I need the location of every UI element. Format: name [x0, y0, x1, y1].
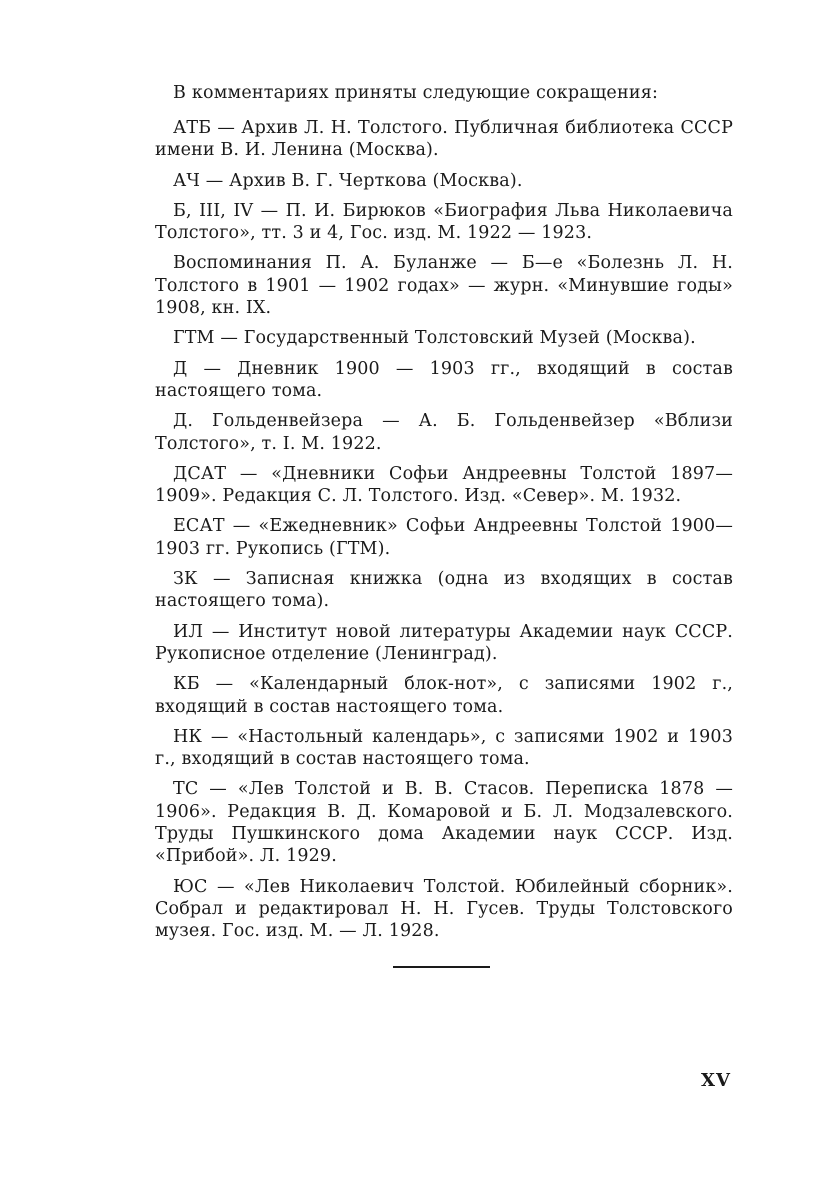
abbreviation-entry-il: ИЛ — Институт новой литературы Академии наук СССР. Рукописное отделение (Ленинград).	[155, 621, 733, 664]
abbreviation-entry-goldenveizer: Д. Гольденвейзера — А. Б. Гольденвейзер «Вблизи Толстого», т. I. М. 1922.	[155, 411, 733, 454]
page-number: XV	[701, 1070, 731, 1091]
abbreviation-entry-zk: ЗК — Записная книжка (одна из входящих в состав настоящего тома).	[155, 569, 733, 612]
abbreviation-entry-d: Д — Дневник 1900 — 1903 гг., входящий в состав настоящего тома.	[155, 358, 733, 401]
abbreviation-entry-b: Б, III, IV — П. И. Бирюков «Биография Льва Николаевича Толстого», тт. 3 и 4, Гос. изд. М. 1922 — 1923.	[155, 200, 733, 244]
abbreviation-entry-ts: ТС — «Лев Толстой и В. В. Стасов. Переписка 1878 — 1906». Редакция В. Д. Комаровой и Б. Л. Модзалевского. Труды Пушкинского дома Академии наук СССР. Изд. «Прибой». Л. 1929.	[155, 779, 733, 867]
abbreviations-section	[155, 82, 733, 951]
abbreviation-entry-nk: НК — «Настольный календарь», с записями 1902 и 1903 г., входящий в состав настоящего тома.	[155, 726, 733, 770]
abbreviation-entry-bulanzhe: Воспоминания П. А. Буланже — Б—е «Болезнь Л. Н. Толстого в 1901 — 1902 годах» — журн. «Минувшие годы» 1908, кн. IX.	[155, 253, 733, 319]
abbreviation-entry-ach: АЧ — Архив В. Г. Черткова (Москва).	[173, 170, 523, 191]
abbreviation-entry-yus: ЮС — «Лев Николаевич Толстой. Юбилейный сборник». Собрал и редактировал Н. Н. Гусев. Труды Толстовского музея. Гос. изд. М. — Л. 1928.	[155, 876, 733, 942]
abbreviation-entry-dsat: ДСАТ — «Дневники Софьи Андреевны Толстой 1897—1909». Редакция С. Л. Толстого. Изд. «Север». М. 1932.	[155, 463, 733, 507]
abbreviation-entry-atb: АТБ — Архив Л. Н. Толстого. Публичная библиотека СССР имени В. И. Ленина (Москва).	[155, 118, 733, 161]
intro-text: В комментариях приняты следующие сокращения:	[173, 83, 659, 103]
abbreviation-entry-gtm: ГТМ — Государственный Толстовский Музей (Москва).	[173, 328, 696, 349]
abbreviation-entry-esat: ЕСАТ — «Ежедневник» Софьи Андреевны Толстой 1900—1903 гг. Рукопись (ГТМ).	[155, 516, 733, 559]
abbreviation-entry-kb: КБ — «Календарный блок-нот», с записями 1902 г., входящий в состав настоящего тома.	[155, 674, 733, 717]
section-divider	[393, 966, 490, 968]
